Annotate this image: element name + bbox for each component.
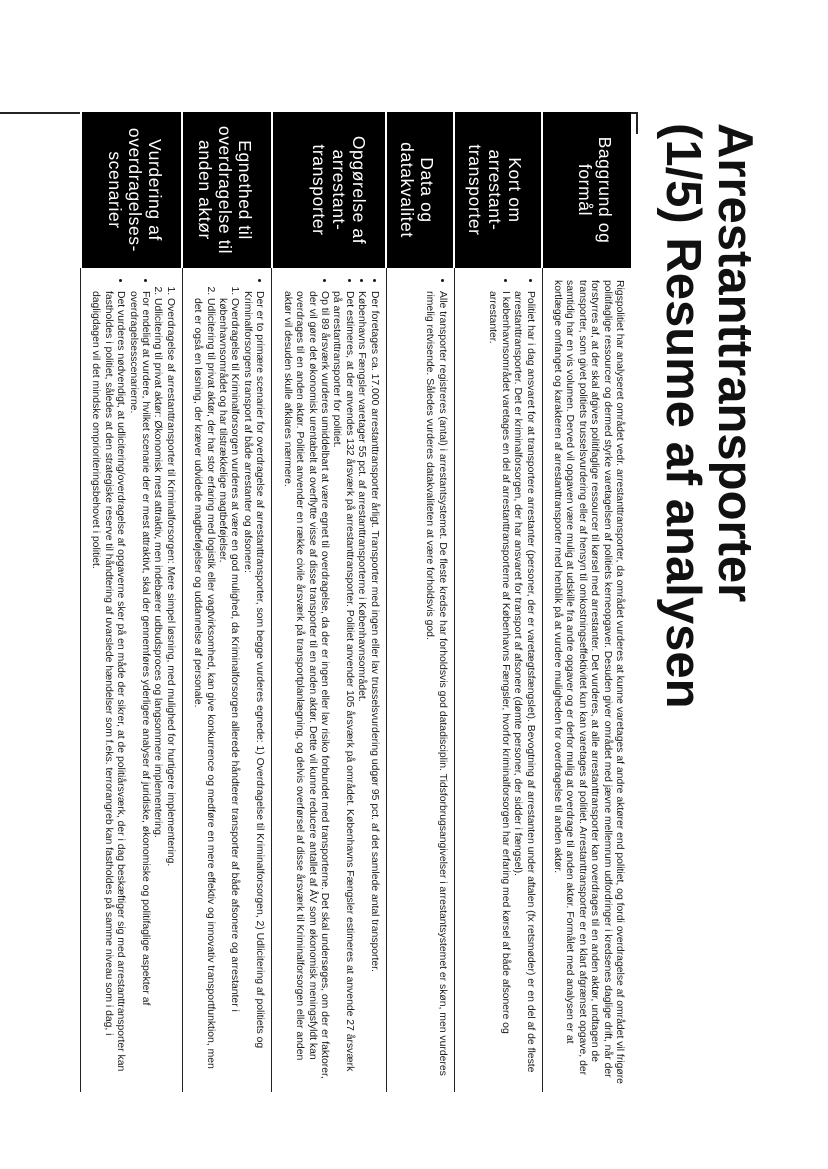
list-item: • Københavns Fængsler varetager 55 pct. af arrestanttransporterne i Københavnsområdet. [355, 291, 367, 1084]
list-item: 1. Overdragelse til Kriminalforsorgen vurderes at være en god mulighed, da Kriminalforsorgen allerede håndterer transporter af både afsonere og arrestanter i københavnsområdet og har tilstrækkelige magtbeføjelser. [216, 298, 241, 1084]
bullet-list [486, 280, 536, 1084]
numbered-list [151, 280, 176, 1084]
row-heading: Opgørelse af arrestant-transporter [272, 112, 386, 268]
table-row [386, 112, 454, 1092]
row-content [542, 268, 631, 1092]
row-heading: Data og datakvalitet [386, 112, 454, 268]
frame-divider [636, 112, 638, 134]
row-content [386, 268, 454, 1092]
row-content [81, 268, 183, 1092]
title-line-1: Arrestanttransporter [708, 123, 762, 603]
list-item: • I københavnsområdet varetages en del af arrestanttransporterne af Københavns Fængsler, hvorfor kriminalforsorgen har erfaring med kørsel af både afsonere og arrestanter. [486, 291, 511, 1084]
row-heading: Kort om arrestant-transporter [454, 112, 542, 268]
bullet-list [423, 280, 448, 1084]
title-line-2: (1/5) Resume af analysen [656, 123, 710, 709]
list-item: • Alle transporter registreres (antal) i arrestantsystemet. De fleste kredse har forholdsvis god datadisciplin. Tidsforbrugsangivelser i arrestantsystemet er skøn, men vurderes rimelig retvisende. Således vurderes datakvaliteten at være forholdsvis god. [423, 291, 448, 1084]
bullet-list [280, 280, 379, 1084]
numbered-list [191, 280, 241, 1084]
table-row [81, 112, 183, 1092]
table-row [454, 112, 542, 1092]
list-item: • Det vurderes nødvendigt, at udlicitering/overdragelse af opgaverne sker på en måde der sikrer, at de politiårsværk, der i dag beskæftiger sig med arrestanttransporter kan fastholdes i politiet, således at den strategiske reserve til håndtering af uvarslede hændelser som f.eks. terrorangreb kan fastholdes på samme niveau som i dag, i dagligdagen vil det mindske omprioriteringsbehovet i politiet. [89, 291, 126, 1084]
row-heading: Baggrund og formål [542, 112, 631, 268]
list-item: • Det estimeres, at der anvendes 132 årsværk på arrestanttransporter. Politiet anvender 105 årsværk på området. Københavns Fængsler estimeres at anvende 27 årsværk på arrestanttransporter for politiet. [330, 291, 355, 1084]
list-item: 2. Udlicitering til privat aktør: Økonomisk mest attraktiv, men indebærer udbudsproces og langsommere implementering. [151, 298, 163, 1084]
paragraph: Rigspolitiet har analyseret området vedr. arrestanttransporter, da området vurderes at kunne varetages af andre aktører end politiet, og fordi overdragelse af området vil frigøre politifaglige ressourcer og dermed styrke varetagelsen af politiets kerneopgaver. Desuden giver området med jævne mellemrum udfordringer i kredsenes daglige drift, når der forstyrres af, at der skal afgives politifaglige ressourcer til kørsel med arrestanter. Det vurderes, at alle arrestanttransporter kan overdrages til en anden aktør, undtagen de transporter, som givet politiets trusselsvurdering eller af hensyn til omkostningseffektivitet kun kan varetages af politiet. Arrestanttransporter er en klart afgrænset opgave, der samtidig har en vis volumen. Derved vil opgaven være mulig at udskille fra andre opgaver og er derfor mulig at overdrage til anden aktør. Formålet med analysen er at kortlægge omfanget og karakteren af arrestanttransporter med henblik på at vurdere muligheden for overdragelse til anden aktør. [551, 280, 625, 1084]
row-content [182, 268, 271, 1092]
row-content [454, 268, 542, 1092]
row-heading: Egnethed til overdragelse til anden aktør [182, 112, 271, 268]
bullet-list [89, 280, 151, 1084]
row-heading: Vurdering af overdragelses-scenarier [81, 112, 183, 268]
table-row [542, 112, 631, 1092]
page-title [657, 123, 761, 1123]
list-item: • Politiet har i dag ansvaret for at transportere arrestanter (personer, der er varetægtsfængslet). Bevogtning af arrestanten under aftalen (fx retsmøder) er en del af de fleste arrestanttransporter. Det er kriminalforsorgen, der har ansvaret for transport af afsonere (dømte personer, der sidder i fængsel). [511, 291, 536, 1084]
bullet-list [241, 280, 266, 1084]
list-item: 1. Overdragelse af arrestanttransporter til Kriminalforsorgen: Mere simpel løsning, med mulighed for hurtigere implementering. [163, 298, 175, 1084]
table-row [272, 112, 386, 1092]
list-item: • For endeligt at vurdere, hvilket scenarie der er mest attraktivt, skal der gennemføres yderligere analyser af juridiske, økonomiske og politifaglige aspekter af overdragelsesscenarierne. [126, 291, 151, 1084]
row-content [272, 268, 386, 1092]
table-row [182, 112, 271, 1092]
list-item: 2. Udlicitering til privat aktør, der har stor erfaring med logistik eller vagtvirksomhed, kan give konkurrence og medføre en mere effektiv og innovativ transportfunktion, men det er også en løsning, der kræver udvidede magtbeføjelser og uddannelse af personale. [191, 298, 216, 1084]
list-item: • Op til 89 årsværk vurderes umiddelbart at være egnet til overdragelse, da der er ingen eller lav risiko forbundet med transporterne. Det skal undersøges, om der er faktorer, der vil gøre det økonomisk urentabelt at overflytte visse af disse transporter til en anden aktør. Dette vil kunne reducere antallet af ÅV som økonomisk meningsfyldt kan overdrages til en anden aktør. Politiet anvender en række civile årsværk på transportplanlægning, og delvis overførsel af disse årsværk til Kriminalforsorgen eller anden aktør vil desuden skulle afklares nærmere. [280, 291, 330, 1084]
list-item: • Der foretages ca. 17.000 arrestanttransporter årligt. Transporter med ingen eller lav trusselsvurdering udgør 95 pct. af det samlede antal transporter. [367, 291, 379, 1084]
summary-table [80, 112, 631, 1092]
list-item: • Der er to primære scenarier for overdragelse af arrestanttransporter, som begge vurderes egnede: 1) Overdragelse til Kriminalforsorgen, 2) Udlicitering af politiets og Kriminalforsorgens transport af både arrestanter og afsonere: [241, 291, 266, 1084]
